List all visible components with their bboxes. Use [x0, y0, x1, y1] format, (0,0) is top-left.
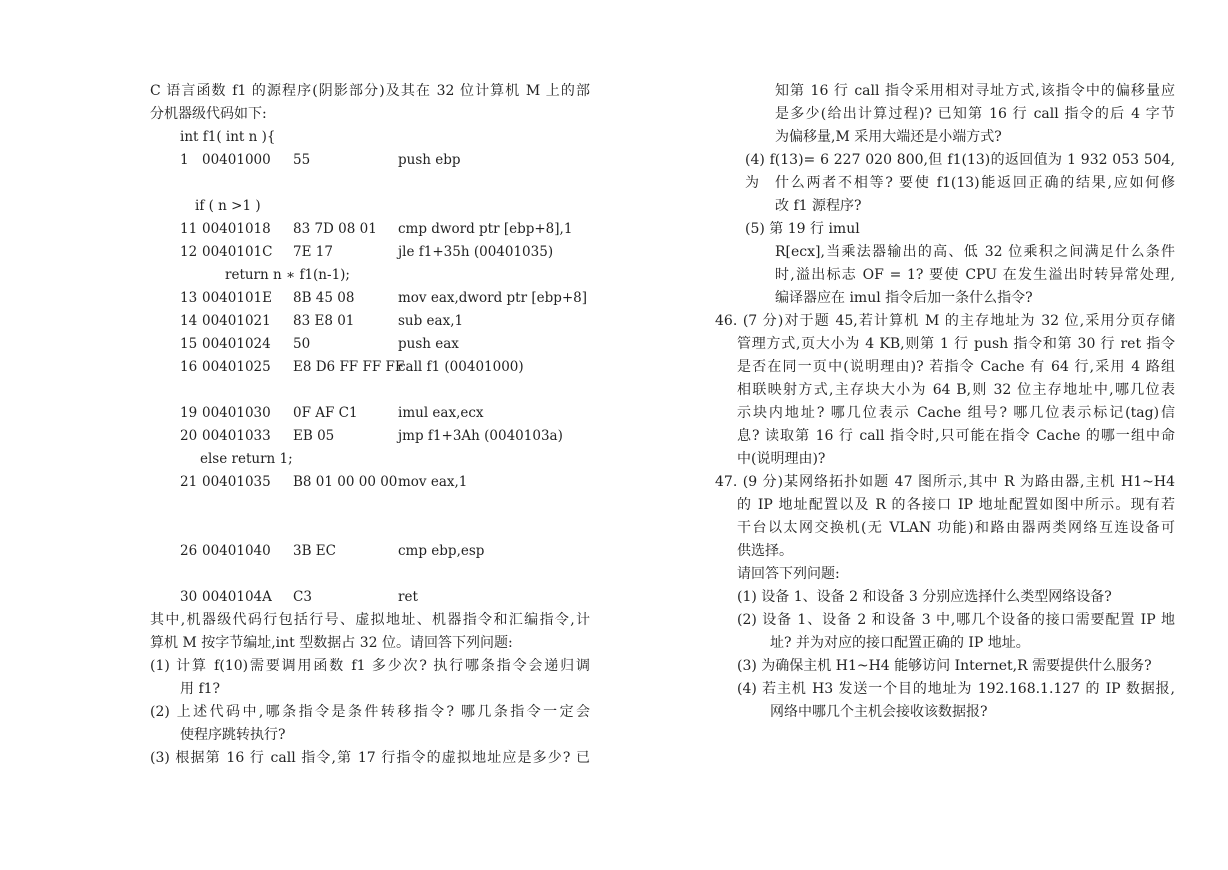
instruction-row [150, 218, 590, 241]
assembly: sub eax,1 [398, 313, 464, 329]
question-line: (1) 设备 1、设备 2 和设备 3 分别应选择什么类型网络设备? [737, 589, 1112, 605]
machine-code: E8 D6 FF FF FF [293, 359, 405, 375]
virtual-address: 0040101C [202, 244, 273, 260]
assembly: push ebp [398, 152, 461, 168]
question-line: 址? 并为对应的接口配置正确的 IP 地址。 [770, 635, 1030, 651]
assembly: jle f1+35h (00401035) [398, 244, 554, 260]
instruction-row [150, 586, 590, 609]
line-number: 11 [180, 221, 198, 237]
question-line: 管理方式,页大小为 4 KB,则第 1 行 push 指令和第 30 行 ret 指令 [737, 336, 1175, 352]
question-line: 其中,机器级代码行包括行号、虚拟地址、机器指令和汇编指令,计 [150, 612, 590, 628]
question-line: 时,溢出标志 OF = 1? 要使 CPU 在发生溢出时转异常处理, [775, 267, 1175, 283]
code-header-text: int f1( int n ){ [180, 129, 276, 145]
question-line: 什么两者不相等? 要使 f1(13)能返回正确的结果,应如何修 [775, 175, 1175, 191]
instruction-row [150, 333, 590, 356]
instruction-row [150, 241, 590, 264]
machine-code: B8 01 00 00 00 [293, 474, 398, 490]
instruction-row [150, 149, 590, 172]
question-line: 息? 读取第 16 行 call 指令时,只可能在指令 Cache 的哪一组中命 [737, 428, 1175, 444]
left-column [150, 80, 590, 770]
line-number: 16 [180, 359, 198, 375]
question-line: R[ecx],当乘法器输出的高、低 32 位乘积之间满足什么条件 [775, 244, 1175, 260]
virtual-address: 00401035 [202, 474, 271, 490]
code-listing [150, 149, 590, 609]
line-number: 13 [180, 290, 198, 306]
machine-code: 50 [293, 336, 311, 352]
code-gap [150, 172, 590, 195]
line-number: 26 [180, 543, 198, 559]
question-line: 请回答下列问题: [737, 566, 840, 582]
virtual-address: 00401000 [202, 152, 271, 168]
question-line: 使程序跳转执行? [180, 727, 286, 743]
virtual-address: 00401040 [202, 543, 271, 559]
question-line: (3) 根据第 16 行 call 指令,第 17 行指令的虚拟地址应是多少? 已 [150, 750, 590, 766]
questions-45 [150, 609, 590, 770]
intro-line-2: 分机器级代码如下: [150, 106, 267, 122]
assembly: cmp dword ptr [ebp+8],1 [398, 221, 573, 237]
question-line: 是否在同一页中(说明理由)? 若指令 Cache 有 64 行,采用 4 路组 [737, 359, 1175, 375]
assembly: cmp ebp,esp [398, 543, 485, 559]
question-line: 的 IP 地址配置以及 R 的各接口 IP 地址配置如图中所示。现有若 [737, 497, 1175, 513]
line-number: 21 [180, 474, 198, 490]
instruction-row [150, 310, 590, 333]
machine-code: 3B EC [293, 543, 336, 559]
source-text: else return 1; [200, 451, 293, 467]
assembly: ret [398, 589, 418, 605]
assembly: push eax [398, 336, 459, 352]
question-line: 用 f1? [180, 681, 221, 697]
source-line [150, 448, 590, 471]
intro-line-1: C 语言函数 f1 的源程序(阴影部分)及其在 32 位计算机 M 上的部 [150, 83, 590, 99]
code-gap [150, 379, 590, 402]
code-gap [150, 563, 590, 586]
question-line: (5) 第 19 行 imul [745, 221, 860, 237]
assembly: call f1 (00401000) [398, 359, 524, 375]
line-number: 19 [180, 405, 198, 421]
question-line: 供选择。 [737, 543, 793, 559]
source-line [150, 264, 590, 287]
line-number: 14 [180, 313, 198, 329]
virtual-address: 0040104A [202, 589, 272, 605]
machine-code: C3 [293, 589, 312, 605]
source-line [150, 195, 590, 218]
question-line: 干台以太网交换机(无 VLAN 功能)和路由器两类网络互连设备可 [737, 520, 1175, 536]
line-number: 12 [180, 244, 198, 260]
source-text: if ( n >1 ) [195, 198, 261, 214]
machine-code: 0F AF C1 [293, 405, 358, 421]
virtual-address: 00401021 [202, 313, 271, 329]
instruction-row [150, 402, 590, 425]
line-number: 15 [180, 336, 198, 352]
machine-code: 83 E8 01 [293, 313, 355, 329]
code-header [150, 126, 590, 149]
virtual-address: 00401033 [202, 428, 271, 444]
assembly: mov eax,dword ptr [ebp+8] [398, 290, 588, 306]
machine-code: 8B 45 08 [293, 290, 355, 306]
question-line: 为偏移量,M 采用大端还是小端方式? [775, 129, 1002, 145]
question-line: 网络中哪几个主机会接收该数据报? [770, 704, 988, 720]
instruction-row [150, 287, 590, 310]
line-number: 20 [180, 428, 198, 444]
code-gap [150, 517, 590, 540]
virtual-address: 0040101E [202, 290, 272, 306]
line-number: 1 [180, 152, 189, 168]
line-number: 30 [180, 589, 198, 605]
question-line: (4) f(13)= 6 227 020 800,但 f1(13)的返回值为 1 932 053 504,为 [745, 152, 1175, 191]
instruction-row [150, 356, 590, 379]
machine-code: 83 7D 08 01 [293, 221, 377, 237]
question-line: 相联映射方式,主存块大小为 64 B,则 32 位主存地址中,哪几位表 [737, 382, 1175, 398]
question-line: (4) 若主机 H3 发送一个目的地址为 192.168.1.127 的 IP 数据报, [737, 681, 1175, 697]
question-line: 47. (9 分)某网络拓扑如题 47 图所示,其中 R 为路由器,主机 H1~H4 [715, 474, 1175, 490]
question-line: (3) 为确保主机 H1~H4 能够访问 Internet,R 需要提供什么服务? [737, 658, 1152, 674]
question-line: (1) 计算 f(10)需要调用函数 f1 多少次? 执行哪条指令会递归调 [150, 658, 590, 674]
question-line: 46. (7 分)对于题 45,若计算机 M 的主存地址为 32 位,采用分页存储 [715, 313, 1175, 329]
right-column [715, 80, 1175, 724]
assembly: mov eax,1 [398, 474, 468, 490]
instruction-row [150, 471, 590, 494]
source-text: return n ∗ f1(n-1); [225, 267, 350, 283]
question-line: 知第 16 行 call 指令采用相对寻址方式,该指令中的偏移量应 [775, 83, 1175, 99]
virtual-address: 00401018 [202, 221, 271, 237]
virtual-address: 00401025 [202, 359, 271, 375]
question-line: (2) 上述代码中,哪条指令是条件转移指令? 哪几条指令一定会 [150, 704, 590, 720]
machine-code: 7E 17 [293, 244, 333, 260]
question-line: 编译器应在 imul 指令后加一条什么指令? [775, 290, 1033, 306]
question-line: (2) 设备 1、设备 2 和设备 3 中,哪几个设备的接口需要配置 IP 地 [737, 612, 1175, 628]
assembly: jmp f1+3Ah (0040103a) [398, 428, 563, 444]
question-line: 是多少(给出计算过程)? 已知第 16 行 call 指令的后 4 字节 [775, 106, 1175, 122]
question-line: 示块内地址? 哪几位表示 Cache 组号? 哪几位表示标记(tag)信 [737, 405, 1175, 421]
code-gap [150, 494, 590, 517]
assembly: imul eax,ecx [398, 405, 484, 421]
question-line: 算机 M 按字节编址,int 型数据占 32 位。请回答下列问题: [150, 635, 513, 651]
virtual-address: 00401030 [202, 405, 271, 421]
question-line: 中(说明理由)? [737, 451, 826, 467]
machine-code: 55 [293, 152, 311, 168]
question-line: 改 f1 源程序? [775, 198, 862, 214]
instruction-row [150, 425, 590, 448]
machine-code: EB 05 [293, 428, 335, 444]
virtual-address: 00401024 [202, 336, 271, 352]
instruction-row [150, 540, 590, 563]
